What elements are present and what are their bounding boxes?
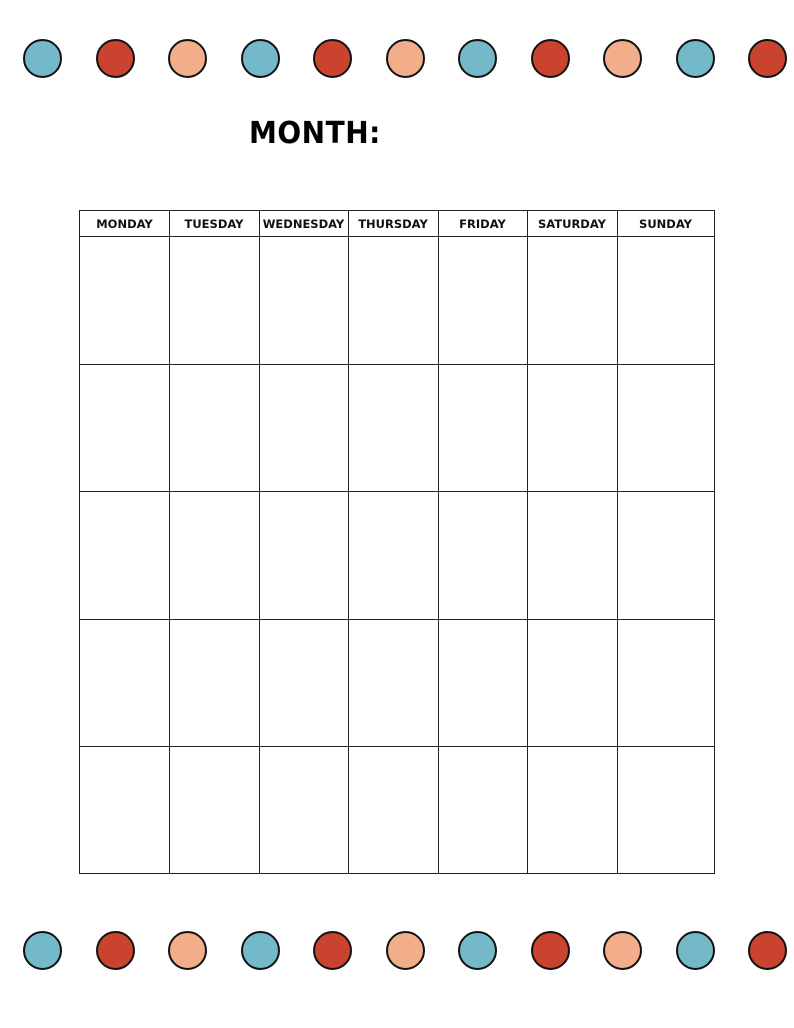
bottom-dot-peach [386, 931, 425, 970]
day-cell [169, 365, 259, 492]
weekday-header-row [80, 211, 714, 236]
day-cell [438, 237, 527, 364]
day-cell [348, 747, 438, 874]
bottom-dot-red [748, 931, 787, 970]
weekday-header-friday: FRIDAY [459, 216, 506, 231]
day-cell [527, 747, 617, 874]
top-dots-border [0, 39, 794, 81]
page-title: MONTH: [249, 114, 381, 151]
calendar-grid [79, 210, 715, 874]
bottom-dot-blue [241, 931, 280, 970]
day-cell [527, 620, 617, 747]
day-cell [169, 237, 259, 364]
bottom-dot-peach [603, 931, 642, 970]
bottom-dot-blue [23, 931, 62, 970]
weekday-header-wednesday: WEDNESDAY [262, 216, 345, 231]
day-cell [617, 365, 714, 492]
top-dot-peach [603, 39, 642, 78]
day-cell [527, 365, 617, 492]
bottom-dot-red [96, 931, 135, 970]
day-cell [348, 492, 438, 619]
day-cell [80, 620, 169, 747]
top-dot-peach [386, 39, 425, 78]
day-cell [80, 492, 169, 619]
bottom-dot-red [531, 931, 570, 970]
day-cell [617, 747, 714, 874]
day-cell [80, 365, 169, 492]
day-cell [617, 492, 714, 619]
day-cell [527, 492, 617, 619]
weekday-header-tuesday: TUESDAY [184, 216, 244, 231]
day-cell [80, 237, 169, 364]
day-cell [259, 365, 348, 492]
day-cell [259, 747, 348, 874]
day-cell [438, 492, 527, 619]
bottom-dot-blue [458, 931, 497, 970]
day-cell [348, 365, 438, 492]
day-cell [259, 620, 348, 747]
weekday-header-thursday: THURSDAY [358, 216, 428, 231]
day-cell [617, 237, 714, 364]
day-cell [169, 747, 259, 874]
bottom-dot-blue [676, 931, 715, 970]
day-cell [259, 237, 348, 364]
bottom-dots-border [0, 931, 794, 973]
top-dot-red [531, 39, 570, 78]
weekday-header-saturday: SATURDAY [537, 216, 606, 231]
day-cell [169, 620, 259, 747]
day-cell [348, 620, 438, 747]
day-cell [169, 492, 259, 619]
day-cell [259, 492, 348, 619]
weekday-header-sunday: SUNDAY [639, 216, 692, 231]
top-dot-blue [458, 39, 497, 78]
top-dot-blue [241, 39, 280, 78]
day-cell [348, 237, 438, 364]
top-dot-red [748, 39, 787, 78]
bottom-dot-peach [168, 931, 207, 970]
day-cell [438, 365, 527, 492]
day-cell [438, 620, 527, 747]
top-dot-blue [676, 39, 715, 78]
weekday-header-monday: MONDAY [96, 216, 153, 231]
day-cell [527, 237, 617, 364]
day-cell [617, 620, 714, 747]
day-cell [80, 747, 169, 874]
day-cell [438, 747, 527, 874]
top-dot-red [96, 39, 135, 78]
top-dot-peach [168, 39, 207, 78]
top-dot-blue [23, 39, 62, 78]
bottom-dot-red [313, 931, 352, 970]
top-dot-red [313, 39, 352, 78]
